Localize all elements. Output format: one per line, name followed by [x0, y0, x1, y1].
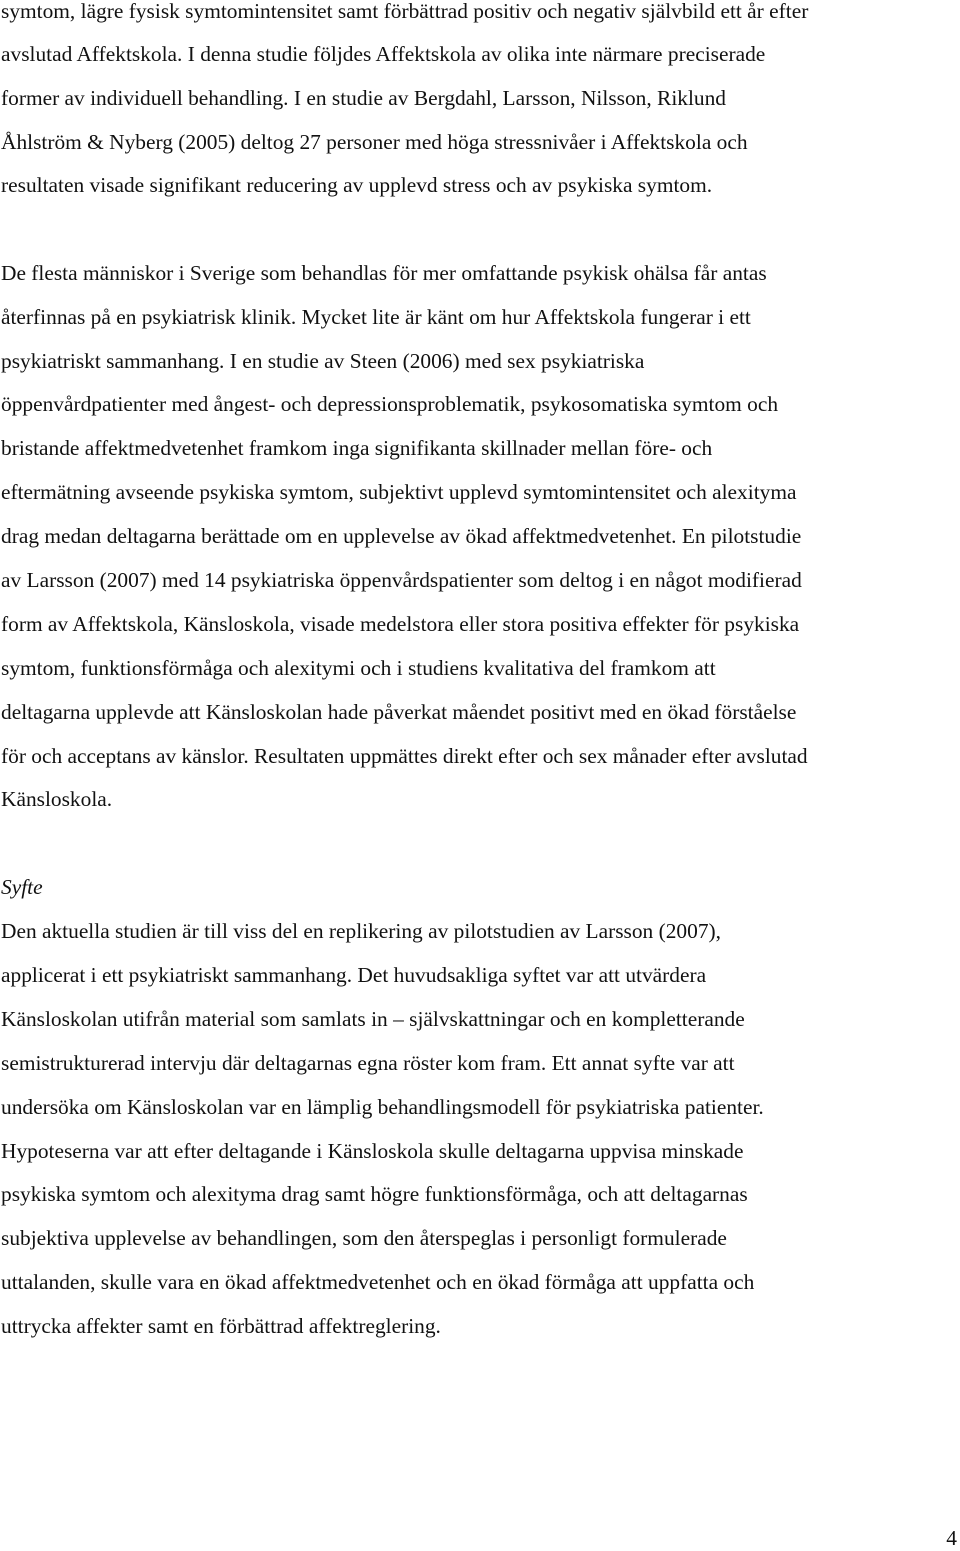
text-line: Hypoteserna var att efter deltagande i Känsloskola skulle deltagarna uppvisa minskade: [1, 1139, 744, 1163]
text-line: resultaten visade signifikant reducering av upplevd stress och av psykiska symtom.: [1, 173, 713, 197]
text-line: former av individuell behandling. I en studie av Bergdahl, Larsson, Nilsson, Riklund: [1, 86, 726, 110]
text-line: uttalanden, skulle vara en ökad affektmedvetenhet och en ökad förmåga att uppfatta och: [1, 1270, 755, 1294]
text-line: Känsloskolan utifrån material som samlats in – självskattningar och en kompletterande: [1, 1007, 745, 1031]
page-number: 4: [946, 1526, 957, 1550]
text-line: bristande affektmedvetenhet framkom inga signifikanta skillnader mellan före- och: [1, 436, 713, 460]
text-line: subjektiva upplevelse av behandlingen, som den återspeglas i personligt formulerade: [1, 1226, 727, 1250]
text-line: återfinnas på en psykiatrisk klinik. Mycket lite är känt om hur Affektskola fungerar i ett: [1, 305, 751, 329]
section-heading: Syfte: [1, 875, 43, 899]
text-line: avslutad Affektskola. I denna studie följdes Affektskola av olika inte närmare preciserade: [1, 42, 766, 66]
text-line: för och acceptans av känslor. Resultaten uppmättes direkt efter och sex månader efter avslutad: [1, 744, 808, 768]
text-line: undersöka om Känsloskolan var en lämplig behandlingsmodell för psykiatriska patienter.: [1, 1095, 764, 1119]
text-line: form av Affektskola, Känsloskola, visade medelstora eller stora positiva effekter för psykiska: [1, 612, 800, 636]
text-line: symtom, funktionsförmåga och alexitymi och i studiens kvalitativa del framkom att: [1, 656, 716, 680]
text-line: semistrukturerad intervju där deltagarnas egna röster kom fram. Ett annat syfte var att: [1, 1051, 735, 1075]
text-line: av Larsson (2007) med 14 psykiatriska öppenvårdspatienter som deltog i en något modifierad: [1, 568, 802, 592]
text-line: drag medan deltagarna berättade om en upplevelse av ökad affektmedvetenhet. En pilotstudie: [1, 524, 802, 548]
text-line: psykiska symtom och alexityma drag samt högre funktionsförmåga, och att deltagarnas: [1, 1182, 748, 1206]
text-line: symtom, lägre fysisk symtomintensitet samt förbättrad positiv och negativ självbild ett år efter: [1, 0, 809, 23]
text-line: Känsloskola.: [1, 787, 113, 811]
text-line: Åhlström & Nyberg (2005) deltog 27 personer med höga stressnivåer i Affektskola och: [1, 130, 748, 154]
text-line: applicerat i ett psykiatriskt sammanhang. Det huvudsakliga syftet var att utvärdera: [1, 963, 707, 987]
text-line: De flesta människor i Sverige som behandlas för mer omfattande psykisk ohälsa får antas: [1, 261, 767, 285]
text-line: psykiatriskt sammanhang. I en studie av Steen (2006) med sex psykiatriska: [1, 349, 645, 373]
text-line: Den aktuella studien är till viss del en replikering av pilotstudien av Larsson (2007),: [1, 919, 721, 943]
text-line: eftermätning avseende psykiska symtom, subjektivt upplevd symtomintensitet och alexityma: [1, 480, 797, 504]
text-line: uttrycka affekter samt en förbättrad affektreglering.: [1, 1314, 441, 1338]
text-line: deltagarna upplevde att Känsloskolan hade påverkat måendet positivt med en ökad förståelse: [1, 700, 797, 724]
text-line: öppenvårdpatienter med ångest- och depressionsproblematik, psykosomatiska symtom och: [1, 392, 779, 416]
